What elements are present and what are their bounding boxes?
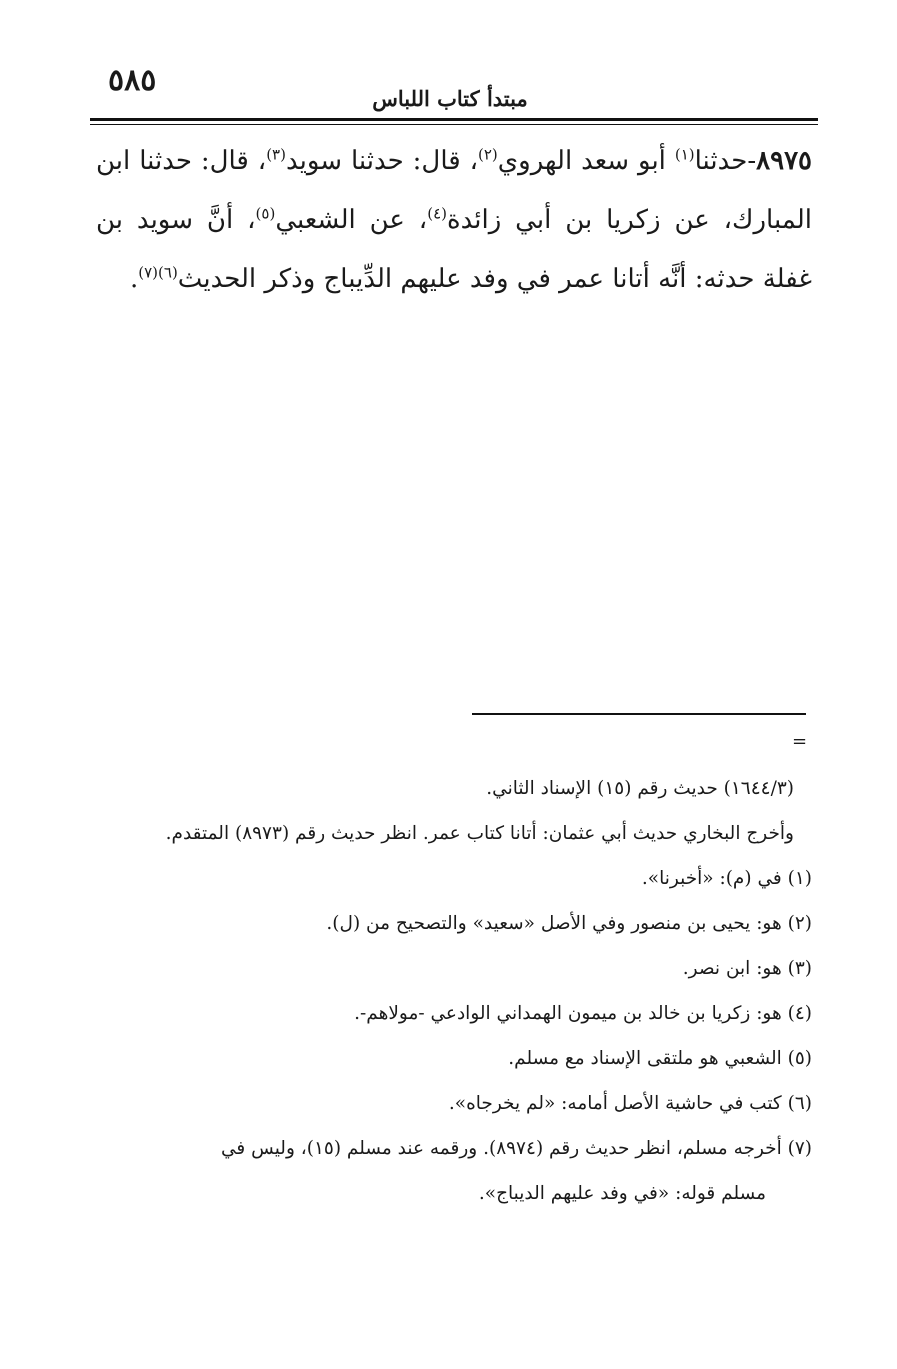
hadith-segment: . [129, 264, 139, 294]
footnote-ref: (٤) [427, 204, 447, 223]
footnotes [84, 766, 812, 1216]
hadith-number: ٨٩٧٥ [756, 146, 812, 176]
running-title: مبتدأ كتاب اللباس [372, 86, 528, 111]
footnote-ref: (٧) [138, 263, 159, 282]
footnote-ref: (١) [674, 145, 695, 164]
footnote-7: (٧) أخرجه مسلم، انظر حديث رقم (٨٩٧٤). ورقمه عند مسلم (١٥)، وليس في [221, 1138, 812, 1159]
footnote-ref: (٢) [478, 145, 498, 164]
header-rule-thin [90, 124, 818, 125]
hadith-segment: ، أنَّ سويد بن غفلة حدثه: أنَّه أتانا عمر في وفد عليهم الدِّيباج وذكر الحديث [96, 205, 812, 294]
page-number: ٥٨٥ [108, 63, 157, 98]
footnote-6: (٦) كتب في حاشية الأصل أمامه: «لم يخرجاه». [448, 1093, 812, 1114]
footnote-ref: (٦) [158, 263, 178, 282]
footnote-carry-line: وأخرج البخاري حديث أبي عثمان: أتانا كتاب عمر. انظر حديث رقم (٨٩٧٣) المتقدم. [165, 823, 794, 844]
hadith-segment: أبو سعد الهروي [497, 146, 675, 176]
footnote-ref: (٣) [266, 145, 286, 164]
footnote-5: (٥) الشعبي هو ملتقى الإسناد مع مسلم. [508, 1048, 812, 1069]
hadith-segment: -حدثنا [694, 146, 757, 176]
footnote-carry-line: (١٦٤٤/٣) حديث رقم (١٥) الإسناد الثاني. [486, 778, 794, 799]
hadith-segment: ، قال: حدثنا سويد [285, 146, 478, 176]
footnote-3: (٣) هو: ابن نصر. [682, 958, 812, 979]
header-rule-thick [90, 118, 818, 121]
footnote-7-continuation: مسلم قوله: «في وفد عليهم الديباج». [478, 1183, 766, 1204]
footnote-1: (١) في (م): «أخبرنا». [641, 868, 812, 889]
footnote-separator [472, 713, 806, 715]
footnote-2: (٢) هو: يحيى بن منصور وفي الأصل «سعيد» والتصحيح من (ل). [326, 913, 812, 934]
hadith-segment: ، عن الشعبي [275, 205, 428, 235]
footnote-4: (٤) هو: زكريا بن خالد بن ميمون الهمداني الوادعي -مولاهم-. [354, 1003, 812, 1024]
hadith-segment: ، قال: حدثنا ابن المبارك، عن زكريا بن أبي زائدة [96, 146, 812, 235]
footnote-ref: (٥) [255, 204, 276, 223]
footnote-carry-marker: = [792, 731, 808, 752]
hadith-text [96, 132, 812, 309]
